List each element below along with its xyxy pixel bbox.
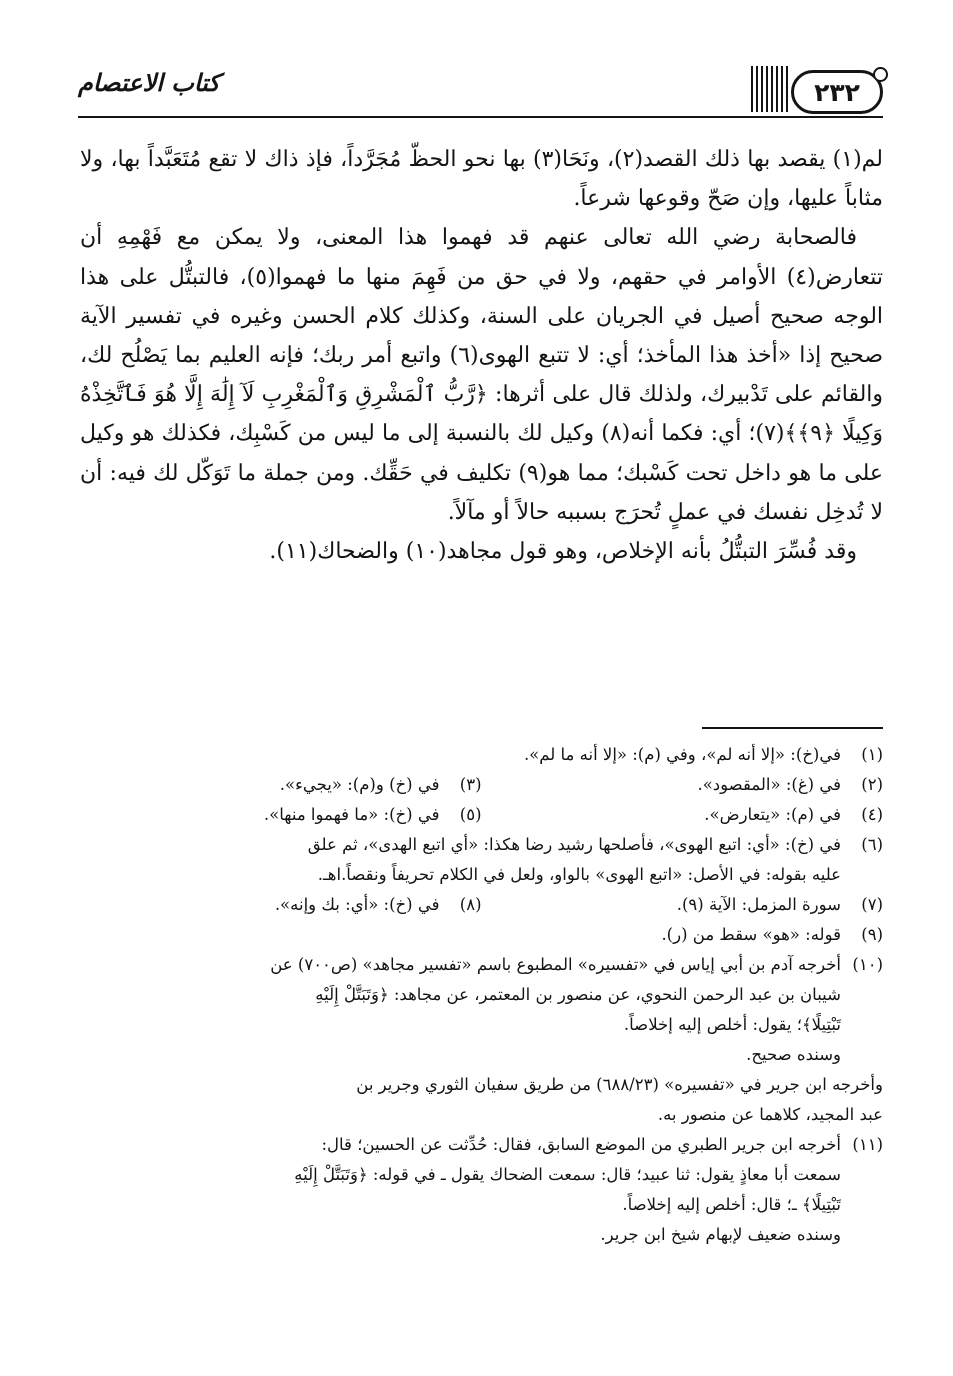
text-line: هو(٩) تكليف في حَقِّك. ومن جملة ما تَوَكّل لك فيه: أن لا تُدخِل نفسك (80, 460, 883, 525)
footnote-number: (٨) (459, 895, 482, 914)
text-line: السنة، وكذلك كلام الحسن وغيره في تفسير الآية صحيح إذا «أخذ هذا (80, 303, 883, 369)
footnote-number: (٦) (861, 835, 883, 854)
footnote-text: عليه بقوله: في الأصل: «اتبع الهوى» بالواو، ولعل في الكلام تحريفاً ونقصاً.اهـ. (317, 865, 841, 884)
footnote-text: في (م): «يتعارض». (704, 805, 841, 824)
footnote-text: أخرجه آدم بن أبي إياس في «تفسيره» المطبوع باسم «تفسير مجاهد» (ص٧٠٠) عن (270, 955, 841, 974)
text-line: لا تقع مُتَعَبَّداً بها، ولا مثاباً عليها، وإن صَحّ وقوعها شرعاً. (80, 147, 883, 212)
footnote-text: وأخرجه ابن جرير في «تفسيره» (٦٨٨/٢٣) من طريق سفيان الثوري وجرير بن (356, 1075, 883, 1094)
main-text (80, 140, 883, 571)
page-number: ٢٣٢ (791, 70, 883, 114)
page-header (78, 62, 883, 120)
footnote-separator (702, 727, 883, 729)
footnotes (80, 740, 883, 1250)
footnote-11 (80, 1130, 883, 1250)
footnote-3 (80, 770, 482, 800)
paragraph-2 (80, 218, 883, 532)
book-title: كتاب الاعتصام (78, 68, 220, 97)
footnote-10-continued (80, 1070, 883, 1130)
footnote-text: وسنده صحيح. (746, 1045, 841, 1064)
footnote-number: (٣) (459, 775, 482, 794)
footnote-number: (١٠) (852, 955, 883, 974)
footnote-2 (482, 770, 884, 800)
paragraph-3 (80, 532, 883, 571)
decorative-bars-icon (751, 66, 791, 112)
footnote-text: سورة المزمل: الآية (٩). (676, 895, 841, 914)
footnote-number: (٥) (459, 805, 482, 824)
footnote-text: في(خ): «إلا أنه لم»، وفي (م): «إلا أنه ما لم». (523, 745, 841, 764)
text-line: لم(١) يقصد بها ذلك القصد(٢)، ونَحَا(٣) بها نحو الحظّ مُجَرَّداً، فإذ ذاك (264, 147, 884, 172)
text-line: المأخذ؛ أي: لا تتبع الهوى(٦) واتبع أمر ربك؛ فإنه العليم بما يَصْلُح (120, 343, 702, 369)
footnote-text: عبد المجيد، كلاهما عن منصور به. (657, 1105, 883, 1124)
text-line: في عملٍ تُحرَج بسببه حالاً أو مآلاً. (447, 499, 747, 525)
footnote-text: في (خ): «ما فهموا منها». (263, 805, 440, 824)
text-line: لك، والقائم على تَدْبيرك، ولذلك قال على أثرها: ﴿رَّبُّ ٱلْمَشْرِقِ وَٱلْمَغْرِبِ لَآ (80, 343, 884, 408)
footnote-text: تَبْتِيلًا﴾ ـ؛ قال: أخلص إليه إخلاصاً. (622, 1195, 841, 1214)
footnote-number: (٢) (861, 775, 883, 794)
footnote-text: أخرجه ابن جرير الطبري من الموضع السابق، فقال: حُدِّثت عن الحسين؛ قال: (321, 1135, 841, 1154)
footnote-number: (٩) (861, 925, 883, 944)
footnote-text: وسنده ضعيف لإبهام شيخ ابن جرير. (600, 1225, 841, 1244)
footnote-4 (482, 800, 884, 830)
footnote-text: قوله: «هو» سقط من (ر). (661, 925, 841, 944)
footnote-6 (80, 830, 883, 890)
header-rule (78, 116, 883, 118)
text-line: ليس من كَسْبِك، فكذلك هو وكيل على ما هو داخل تحت كَسْبك؛ مما (80, 421, 883, 486)
footnote-text: سمعت أبا معاذٍ يقول: ثنا عبيد؛ قال: سمعت الضحاك يقول ـ في قوله: ﴿وَتَبَتَّلْ إِلَيْهِ (294, 1165, 841, 1184)
footnote-number: (١١) (852, 1135, 883, 1154)
paragraph-1 (80, 140, 883, 218)
footnote-row (80, 890, 883, 920)
footnote-text: في (خ) و(م): «يجيء». (279, 775, 440, 794)
footnote-number: (٤) (861, 805, 883, 824)
footnote-text: في (خ): «أي: بك وإنه». (274, 895, 440, 914)
footnote-10 (80, 950, 883, 1070)
text-line: يمكن مع فَهْمِهِ أن تتعارض(٤) الأوامر في حقهم، ولا في حق من فَهِمَ (80, 225, 883, 290)
footnote-text: تَبْتِيلًا﴾؛ يقول: أخلص إليه إخلاصاً. (623, 1015, 841, 1034)
text-line: وقد فُسِّرَ التبتُّلُ بأنه الإخلاص، وهو قول مجاهد(١٠) والضحاك(١١). (269, 539, 857, 565)
footnote-1 (80, 740, 883, 770)
footnote-7 (482, 890, 884, 920)
footnote-row (80, 770, 883, 800)
footnote-text: شيبان بن عبد الرحمن النحوي، عن منصور بن المعتمر، عن مجاهد: ﴿وَتَبَتَّلْ إِلَيْهِ (315, 985, 841, 1004)
footnote-text: في (غ): «المقصود». (697, 775, 841, 794)
footnote-number: (٧) (861, 895, 883, 914)
footnote-text: في (خ): «أي: اتبع الهوى»، فأصلحها رشيد رضا هكذا: «أي اتبع الهدى»، ثم علق (307, 835, 841, 854)
footnote-row (80, 800, 883, 830)
footnote-number: (١) (861, 745, 883, 764)
footnote-5 (80, 800, 482, 830)
footnote-8 (80, 890, 482, 920)
text-line: فالصحابة رضي الله تعالى عنهم قد فهموا هذا المعنى، ولا (277, 225, 858, 251)
footnote-9 (80, 920, 883, 950)
text-line: إِلَٰهَ إِلَّا هُوَ فَٱتَّخِذْهُ وَكِيلًا ﴿٩﴾﴾(٧)؛ أي: فكما أنه(٨) وكيل لك بالنسبة إلى ما (80, 382, 884, 447)
text-line: منها ما فهموا(٥)، فالتبتُّل على هذا الوجه صحيح أصيل في الجريان على (80, 264, 884, 329)
